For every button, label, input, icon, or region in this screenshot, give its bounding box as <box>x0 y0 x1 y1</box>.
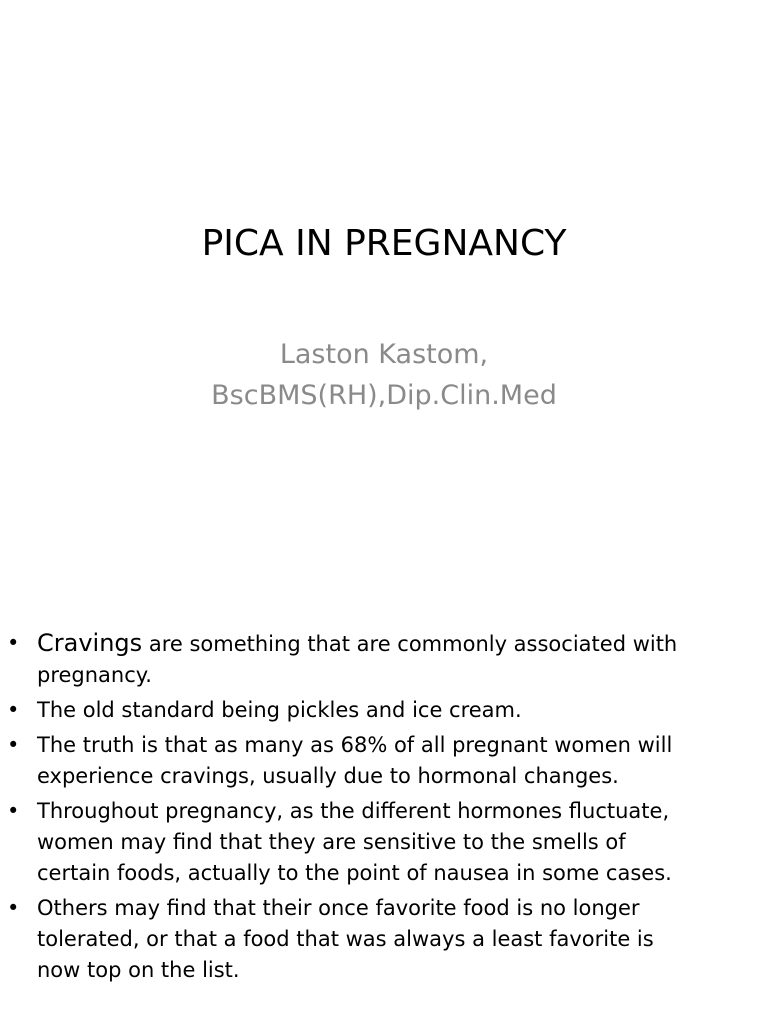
bullet-dot-icon: • <box>7 631 20 655</box>
bullet-text: The old standard being pickles and ice cream. <box>37 698 522 722</box>
slide-title: PICA IN PREGNANCY <box>201 223 567 264</box>
bullet-dot-icon: • <box>7 799 20 823</box>
bullet-list <box>0 628 700 990</box>
bullet-text: The truth is that as many as 68% of all pregnant women will experience cravings, usually due to hormonal changes. <box>37 733 673 788</box>
bullet-item <box>0 796 700 889</box>
author-name: Laston Kastom, <box>279 339 489 370</box>
bullet-text: are something that are commonly associated with pregnancy. <box>37 632 678 687</box>
slide-subtitle <box>0 334 768 416</box>
bullet-text: Throughout pregnancy, as the different hormones fluctuate, women may find that they are sensitive to the smells of certain foods, actually to the point of nausea in some cases. <box>37 799 672 885</box>
bullet-item <box>0 730 700 792</box>
author-credentials: BscBMS(RH),Dip.Clin.Med <box>211 380 557 411</box>
bullet-item <box>0 893 700 986</box>
bullet-item <box>0 628 700 691</box>
bullet-dot-icon: • <box>7 733 20 757</box>
bullet-lead-word: Cravings <box>37 629 143 657</box>
bullet-dot-icon: • <box>7 698 20 722</box>
bullet-dot-icon: • <box>7 896 20 920</box>
bullet-item <box>0 695 700 726</box>
bullet-text: Others may find that their once favorite food is no longer tolerated, or that a food that was always a least favorite is now top on the list. <box>37 896 654 982</box>
